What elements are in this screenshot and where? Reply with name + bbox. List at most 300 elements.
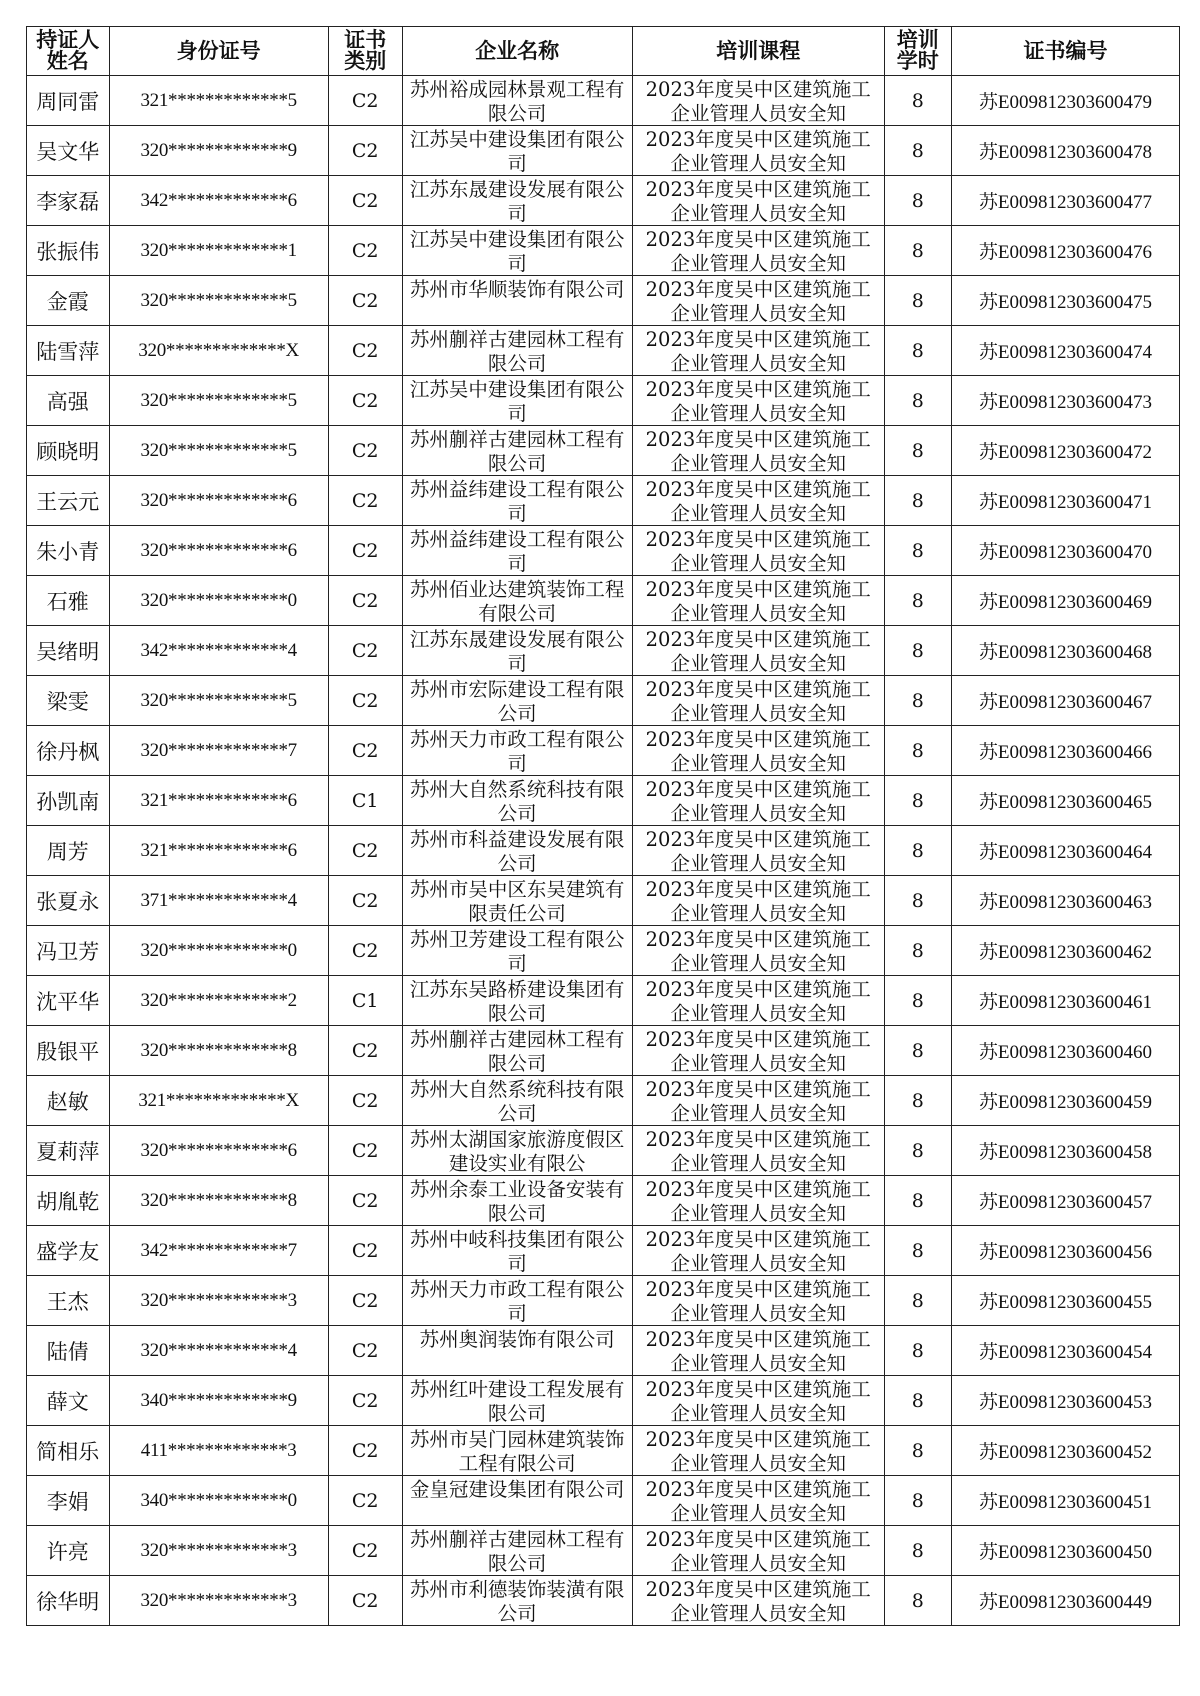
holder-name-cell: 吴文华: [27, 126, 110, 176]
table-row: [27, 476, 1180, 526]
course-cell: [632, 276, 884, 326]
company-cell: [402, 626, 632, 676]
table-row: [27, 376, 1180, 426]
course-cell-text: 2023年度吴中区建筑施工企业管理人员安全知: [645, 228, 871, 275]
cert-type-cell: C2: [328, 826, 402, 876]
training-hours-cell: 8: [884, 1226, 951, 1276]
cert-type-cell: C2: [328, 1426, 402, 1476]
cert-number-cell: 苏E009812303600455: [951, 1276, 1179, 1326]
training-hours-cell: 8: [884, 1026, 951, 1076]
cert-number-cell: 苏E009812303600454: [951, 1326, 1179, 1376]
holder-name-cell: 顾晓明: [27, 426, 110, 476]
course-cell: [632, 776, 884, 826]
cert-number-cell: 苏E009812303600467: [951, 676, 1179, 726]
table-row: [27, 676, 1180, 726]
company-cell-text: 江苏吴中建设集团有限公司: [409, 128, 625, 175]
holder-name-cell: 梁雯: [27, 676, 110, 726]
course-cell-text: 2023年度吴中区建筑施工企业管理人员安全知: [645, 978, 871, 1025]
course-cell-text: 2023年度吴中区建筑施工企业管理人员安全知: [645, 328, 871, 375]
cert-number-cell: 苏E009812303600449: [951, 1576, 1179, 1626]
cert-number-cell: 苏E009812303600462: [951, 926, 1179, 976]
cert-number-cell: 苏E009812303600471: [951, 476, 1179, 526]
training-hours-cell: 8: [884, 1576, 951, 1626]
cert-type-cell: C2: [328, 476, 402, 526]
company-cell: [402, 926, 632, 976]
training-hours-cell: 8: [884, 826, 951, 876]
table-row: [27, 1526, 1180, 1576]
cert-number-cell: 苏E009812303600470: [951, 526, 1179, 576]
course-cell: [632, 1376, 884, 1426]
company-cell-text: 苏州市吴中区东吴建筑有限责任公司: [409, 878, 625, 925]
training-hours-cell: 8: [884, 776, 951, 826]
id-number-cell: 320*************5: [109, 676, 328, 726]
course-cell: [632, 1426, 884, 1476]
company-cell-text: 苏州天力市政工程有限公司: [409, 1278, 625, 1325]
cert-type-cell: C2: [328, 1576, 402, 1626]
id-number-cell: 320*************9: [109, 126, 328, 176]
company-cell: [402, 676, 632, 726]
cert-number-cell: 苏E009812303600456: [951, 1226, 1179, 1276]
course-cell-text: 2023年度吴中区建筑施工企业管理人员安全知: [645, 878, 871, 925]
cert-type-cell: C2: [328, 926, 402, 976]
cert-number-cell: 苏E009812303600478: [951, 126, 1179, 176]
holder-name-cell: 殷银平: [27, 1026, 110, 1076]
company-cell: [402, 1126, 632, 1176]
header-hours: 培训 学时: [884, 27, 951, 76]
holder-name-cell: 李家磊: [27, 176, 110, 226]
course-cell: [632, 76, 884, 126]
company-cell: [402, 1076, 632, 1126]
table-row: [27, 1226, 1180, 1276]
course-cell: [632, 376, 884, 426]
course-cell: [632, 926, 884, 976]
company-cell: [402, 1176, 632, 1226]
header-row: [27, 27, 1180, 76]
company-cell: [402, 1426, 632, 1476]
id-number-cell: 321*************5: [109, 76, 328, 126]
table-row: [27, 1476, 1180, 1526]
id-number-cell: 320*************0: [109, 926, 328, 976]
training-hours-cell: 8: [884, 426, 951, 476]
cert-type-cell: C2: [328, 1026, 402, 1076]
cert-number-cell: 苏E009812303600453: [951, 1376, 1179, 1426]
holder-name-cell: 陆雪萍: [27, 326, 110, 376]
id-number-cell: 320*************6: [109, 526, 328, 576]
company-cell-text: 苏州市科益建设发展有限公司: [409, 828, 625, 875]
training-hours-cell: 8: [884, 876, 951, 926]
holder-name-cell: 冯卫芳: [27, 926, 110, 976]
course-cell: [632, 826, 884, 876]
course-cell: [632, 1226, 884, 1276]
cert-number-cell: 苏E009812303600479: [951, 76, 1179, 126]
company-cell-text: 江苏东晟建设发展有限公司: [409, 178, 625, 225]
course-cell: [632, 1076, 884, 1126]
holder-name-cell: 朱小青: [27, 526, 110, 576]
course-cell: [632, 1476, 884, 1526]
course-cell: [632, 526, 884, 576]
company-cell: [402, 976, 632, 1026]
company-cell-text: 苏州余泰工业设备安装有限公司: [409, 1178, 625, 1225]
table-row: [27, 1126, 1180, 1176]
course-cell-text: 2023年度吴中区建筑施工企业管理人员安全知: [645, 778, 871, 825]
company-cell-text: 江苏吴中建设集团有限公司: [409, 228, 625, 275]
table-row: [27, 1376, 1180, 1426]
cert-number-cell: 苏E009812303600450: [951, 1526, 1179, 1576]
company-cell-text: 苏州佰业达建筑装饰工程有限公司: [409, 578, 625, 625]
company-cell-text: 苏州市利德装饰装潢有限公司: [409, 1578, 625, 1625]
company-cell: [402, 726, 632, 776]
training-hours-cell: 8: [884, 576, 951, 626]
company-cell: [402, 126, 632, 176]
training-hours-cell: 8: [884, 626, 951, 676]
cert-type-cell: C2: [328, 126, 402, 176]
company-cell-text: 苏州大自然系统科技有限公司: [409, 1078, 625, 1125]
table-row: [27, 1326, 1180, 1376]
company-cell-text: 苏州卫芳建设工程有限公司: [409, 928, 625, 975]
company-cell-text: 苏州天力市政工程有限公司: [409, 728, 625, 775]
id-number-cell: 320*************4: [109, 1326, 328, 1376]
company-cell: [402, 326, 632, 376]
course-cell-text: 2023年度吴中区建筑施工企业管理人员安全知: [645, 928, 871, 975]
course-cell-text: 2023年度吴中区建筑施工企业管理人员安全知: [645, 1078, 871, 1125]
id-number-cell: 321*************6: [109, 776, 328, 826]
training-hours-cell: 8: [884, 226, 951, 276]
course-cell: [632, 176, 884, 226]
cert-type-cell: C2: [328, 576, 402, 626]
id-number-cell: 320*************6: [109, 476, 328, 526]
cert-number-cell: 苏E009812303600466: [951, 726, 1179, 776]
table-row: [27, 576, 1180, 626]
table-row: [27, 426, 1180, 476]
company-cell-text: 苏州益纬建设工程有限公司: [409, 528, 625, 575]
table-row: [27, 126, 1180, 176]
company-cell-text: 苏州蒯祥古建园林工程有限公司: [409, 328, 625, 375]
course-cell-text: 2023年度吴中区建筑施工企业管理人员安全知: [645, 728, 871, 775]
holder-name-cell: 高强: [27, 376, 110, 426]
company-cell: [402, 876, 632, 926]
course-cell-text: 2023年度吴中区建筑施工企业管理人员安全知: [645, 1028, 871, 1075]
table-row: [27, 876, 1180, 926]
company-cell-text: 苏州市宏际建设工程有限公司: [409, 678, 625, 725]
cert-type-cell: C2: [328, 1226, 402, 1276]
cert-number-cell: 苏E009812303600474: [951, 326, 1179, 376]
id-number-cell: 371*************4: [109, 876, 328, 926]
table-row: [27, 726, 1180, 776]
cert-number-cell: 苏E009812303600476: [951, 226, 1179, 276]
course-cell: [632, 876, 884, 926]
holder-name-cell: 赵敏: [27, 1076, 110, 1126]
training-hours-cell: 8: [884, 1526, 951, 1576]
course-cell: [632, 726, 884, 776]
course-cell-text: 2023年度吴中区建筑施工企业管理人员安全知: [645, 428, 871, 475]
cert-type-cell: C2: [328, 1126, 402, 1176]
holder-name-cell: 张夏永: [27, 876, 110, 926]
course-cell-text: 2023年度吴中区建筑施工企业管理人员安全知: [645, 128, 871, 175]
id-number-cell: 320*************6: [109, 1126, 328, 1176]
cert-type-cell: C2: [328, 1326, 402, 1376]
cert-number-cell: 苏E009812303600457: [951, 1176, 1179, 1226]
course-cell: [632, 326, 884, 376]
id-number-cell: 340*************0: [109, 1476, 328, 1526]
id-number-cell: 320*************2: [109, 976, 328, 1026]
training-hours-cell: 8: [884, 676, 951, 726]
training-hours-cell: 8: [884, 726, 951, 776]
table-row: [27, 76, 1180, 126]
cert-type-cell: C1: [328, 776, 402, 826]
table-row: [27, 926, 1180, 976]
course-cell-text: 2023年度吴中区建筑施工企业管理人员安全知: [645, 78, 871, 125]
course-cell: [632, 1526, 884, 1576]
course-cell: [632, 426, 884, 476]
company-cell: [402, 276, 632, 326]
cert-type-cell: C2: [328, 376, 402, 426]
id-number-cell: 342*************6: [109, 176, 328, 226]
company-cell: [402, 1526, 632, 1576]
course-cell: [632, 576, 884, 626]
table-row: [27, 276, 1180, 326]
company-cell-text: 苏州蒯祥古建园林工程有限公司: [409, 1528, 625, 1575]
table-row: [27, 326, 1180, 376]
header-holder-name: 持证人 姓名: [27, 27, 110, 76]
id-number-cell: 342*************4: [109, 626, 328, 676]
holder-name-cell: 周芳: [27, 826, 110, 876]
company-cell: [402, 76, 632, 126]
holder-name-cell: 石雅: [27, 576, 110, 626]
table-row: [27, 776, 1180, 826]
company-cell: [402, 1026, 632, 1076]
cert-number-cell: 苏E009812303600452: [951, 1426, 1179, 1476]
company-cell: [402, 1226, 632, 1276]
company-cell-text: 金皇冠建设集团有限公司: [409, 1478, 625, 1501]
cert-type-cell: C2: [328, 426, 402, 476]
course-cell-text: 2023年度吴中区建筑施工企业管理人员安全知: [645, 678, 871, 725]
company-cell-text: 苏州中岐科技集团有限公司: [409, 1228, 625, 1275]
course-cell-text: 2023年度吴中区建筑施工企业管理人员安全知: [645, 1578, 871, 1625]
table-row: [27, 626, 1180, 676]
id-number-cell: 320*************5: [109, 276, 328, 326]
training-hours-cell: 8: [884, 1476, 951, 1526]
holder-name-cell: 胡胤乾: [27, 1176, 110, 1226]
course-cell-text: 2023年度吴中区建筑施工企业管理人员安全知: [645, 1328, 871, 1375]
course-cell: [632, 676, 884, 726]
header-course: 培训课程: [632, 27, 884, 76]
holder-name-cell: 徐华明: [27, 1576, 110, 1626]
course-cell-text: 2023年度吴中区建筑施工企业管理人员安全知: [645, 578, 871, 625]
course-cell: [632, 626, 884, 676]
holder-name-cell: 金霞: [27, 276, 110, 326]
training-hours-cell: 8: [884, 476, 951, 526]
course-cell: [632, 976, 884, 1026]
course-cell-text: 2023年度吴中区建筑施工企业管理人员安全知: [645, 1178, 871, 1225]
company-cell: [402, 526, 632, 576]
company-cell: [402, 776, 632, 826]
table-body: [27, 76, 1180, 1626]
company-cell-text: 江苏东晟建设发展有限公司: [409, 628, 625, 675]
course-cell: [632, 126, 884, 176]
course-cell-text: 2023年度吴中区建筑施工企业管理人员安全知: [645, 628, 871, 675]
training-hours-cell: 8: [884, 126, 951, 176]
company-cell-text: 江苏东吴路桥建设集团有限公司: [409, 978, 625, 1025]
training-hours-cell: 8: [884, 1176, 951, 1226]
cert-number-cell: 苏E009812303600461: [951, 976, 1179, 1026]
holder-name-cell: 简相乐: [27, 1426, 110, 1476]
company-cell: [402, 176, 632, 226]
training-hours-cell: 8: [884, 976, 951, 1026]
table-row: [27, 976, 1180, 1026]
course-cell-text: 2023年度吴中区建筑施工企业管理人员安全知: [645, 828, 871, 875]
table-row: [27, 226, 1180, 276]
table-row: [27, 826, 1180, 876]
holder-name-cell: 周同雷: [27, 76, 110, 126]
header-cert-number: 证书编号: [951, 27, 1179, 76]
holder-name-cell: 沈平华: [27, 976, 110, 1026]
cert-type-cell: C2: [328, 1376, 402, 1426]
holder-name-cell: 薛文: [27, 1376, 110, 1426]
training-hours-cell: 8: [884, 1276, 951, 1326]
holder-name-cell: 王云元: [27, 476, 110, 526]
course-cell-text: 2023年度吴中区建筑施工企业管理人员安全知: [645, 1478, 871, 1525]
company-cell-text: 苏州裕成园林景观工程有限公司: [409, 78, 625, 125]
id-number-cell: 320*************7: [109, 726, 328, 776]
cert-number-cell: 苏E009812303600463: [951, 876, 1179, 926]
table-row: [27, 1576, 1180, 1626]
course-cell: [632, 226, 884, 276]
company-cell-text: 苏州太湖国家旅游度假区建设实业有限公: [409, 1128, 625, 1175]
course-cell-text: 2023年度吴中区建筑施工企业管理人员安全知: [645, 1428, 871, 1475]
course-cell-text: 2023年度吴中区建筑施工企业管理人员安全知: [645, 1128, 871, 1175]
cert-number-cell: 苏E009812303600460: [951, 1026, 1179, 1076]
training-hours-cell: 8: [884, 1126, 951, 1176]
course-cell-text: 2023年度吴中区建筑施工企业管理人员安全知: [645, 1528, 871, 1575]
cert-type-cell: C2: [328, 676, 402, 726]
id-number-cell: 342*************7: [109, 1226, 328, 1276]
company-cell: [402, 1376, 632, 1426]
table-row: [27, 1076, 1180, 1126]
header-id-number: 身份证号: [109, 27, 328, 76]
id-number-cell: 320*************3: [109, 1276, 328, 1326]
cert-type-cell: C2: [328, 226, 402, 276]
certificate-table-container: [26, 26, 1180, 1626]
cert-number-cell: 苏E009812303600464: [951, 826, 1179, 876]
holder-name-cell: 陆倩: [27, 1326, 110, 1376]
course-cell: [632, 1026, 884, 1076]
cert-type-cell: C2: [328, 1476, 402, 1526]
company-cell-text: 江苏吴中建设集团有限公司: [409, 378, 625, 425]
company-cell: [402, 476, 632, 526]
table-row: [27, 1026, 1180, 1076]
training-hours-cell: 8: [884, 176, 951, 226]
id-number-cell: 320*************5: [109, 426, 328, 476]
cert-type-cell: C2: [328, 326, 402, 376]
header-company: 企业名称: [402, 27, 632, 76]
cert-type-cell: C2: [328, 176, 402, 226]
company-cell: [402, 1326, 632, 1376]
cert-number-cell: 苏E009812303600451: [951, 1476, 1179, 1526]
table-row: [27, 526, 1180, 576]
company-cell-text: 苏州益纬建设工程有限公司: [409, 478, 625, 525]
course-cell-text: 2023年度吴中区建筑施工企业管理人员安全知: [645, 278, 871, 325]
cert-number-cell: 苏E009812303600465: [951, 776, 1179, 826]
course-cell: [632, 1276, 884, 1326]
course-cell: [632, 1576, 884, 1626]
company-cell: [402, 1476, 632, 1526]
id-number-cell: 320*************3: [109, 1526, 328, 1576]
company-cell-text: 苏州市吴门园林建筑装饰工程有限公司: [409, 1428, 625, 1475]
table-row: [27, 1276, 1180, 1326]
table-row: [27, 1176, 1180, 1226]
training-hours-cell: 8: [884, 926, 951, 976]
training-hours-cell: 8: [884, 376, 951, 426]
header-cert-type: 证书 类别: [328, 27, 402, 76]
course-cell: [632, 1176, 884, 1226]
cert-number-cell: 苏E009812303600459: [951, 1076, 1179, 1126]
course-cell-text: 2023年度吴中区建筑施工企业管理人员安全知: [645, 1278, 871, 1325]
training-hours-cell: 8: [884, 326, 951, 376]
company-cell-text: 苏州奥润装饰有限公司: [419, 1328, 615, 1351]
training-hours-cell: 8: [884, 276, 951, 326]
cert-type-cell: C2: [328, 1176, 402, 1226]
training-hours-cell: 8: [884, 1376, 951, 1426]
id-number-cell: 340*************9: [109, 1376, 328, 1426]
holder-name-cell: 吴绪明: [27, 626, 110, 676]
id-number-cell: 320*************0: [109, 576, 328, 626]
training-hours-cell: 8: [884, 76, 951, 126]
company-cell-text: 苏州蒯祥古建园林工程有限公司: [409, 1028, 625, 1075]
company-cell-text: 苏州市华顺装饰有限公司: [409, 278, 625, 301]
cert-number-cell: 苏E009812303600468: [951, 626, 1179, 676]
company-cell: [402, 1276, 632, 1326]
cert-type-cell: C2: [328, 1076, 402, 1126]
cert-type-cell: C2: [328, 1276, 402, 1326]
company-cell-text: 苏州大自然系统科技有限公司: [409, 778, 625, 825]
cert-type-cell: C1: [328, 976, 402, 1026]
holder-name-cell: 王杰: [27, 1276, 110, 1326]
cert-number-cell: 苏E009812303600472: [951, 426, 1179, 476]
training-hours-cell: 8: [884, 1076, 951, 1126]
training-hours-cell: 8: [884, 1326, 951, 1376]
id-number-cell: 411*************3: [109, 1426, 328, 1476]
company-cell-text: 苏州红叶建设工程发展有限公司: [409, 1378, 625, 1425]
cert-type-cell: C2: [328, 876, 402, 926]
course-cell: [632, 1326, 884, 1376]
cert-type-cell: C2: [328, 626, 402, 676]
cert-number-cell: 苏E009812303600475: [951, 276, 1179, 326]
cert-type-cell: C2: [328, 76, 402, 126]
company-cell: [402, 826, 632, 876]
holder-name-cell: 张振伟: [27, 226, 110, 276]
table-row: [27, 1426, 1180, 1476]
holder-name-cell: 夏莉萍: [27, 1126, 110, 1176]
company-cell: [402, 376, 632, 426]
id-number-cell: 320*************5: [109, 376, 328, 426]
id-number-cell: 320*************8: [109, 1176, 328, 1226]
course-cell-text: 2023年度吴中区建筑施工企业管理人员安全知: [645, 178, 871, 225]
cert-type-cell: C2: [328, 526, 402, 576]
course-cell-text: 2023年度吴中区建筑施工企业管理人员安全知: [645, 1228, 871, 1275]
cert-number-cell: 苏E009812303600477: [951, 176, 1179, 226]
holder-name-cell: 徐丹枫: [27, 726, 110, 776]
course-cell-text: 2023年度吴中区建筑施工企业管理人员安全知: [645, 378, 871, 425]
holder-name-cell: 许亮: [27, 1526, 110, 1576]
cert-type-cell: C2: [328, 1526, 402, 1576]
cert-number-cell: 苏E009812303600473: [951, 376, 1179, 426]
company-cell-text: 苏州蒯祥古建园林工程有限公司: [409, 428, 625, 475]
company-cell: [402, 576, 632, 626]
company-cell: [402, 226, 632, 276]
holder-name-cell: 李娟: [27, 1476, 110, 1526]
course-cell-text: 2023年度吴中区建筑施工企业管理人员安全知: [645, 1378, 871, 1425]
cert-type-cell: C2: [328, 726, 402, 776]
